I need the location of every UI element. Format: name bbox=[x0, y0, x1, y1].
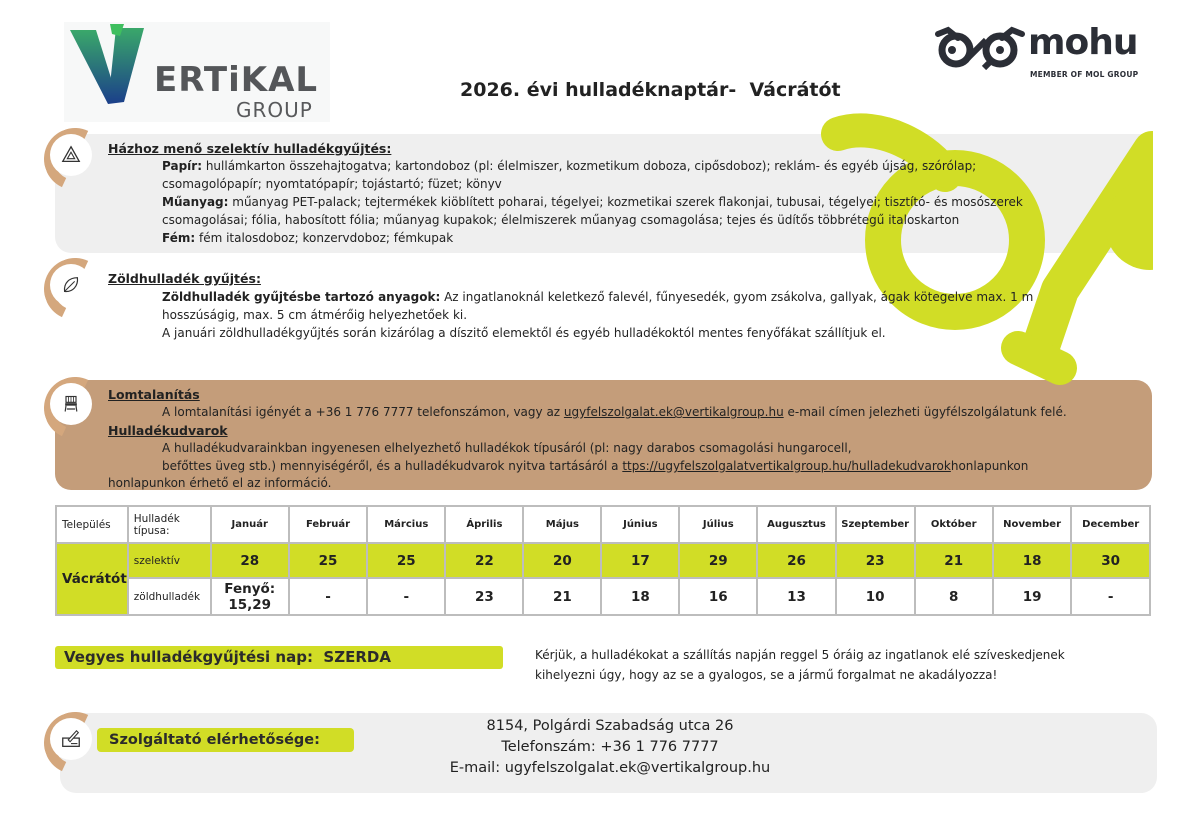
date-cell: 18 bbox=[601, 578, 679, 615]
paper-text: hullámkarton összehajtogatva; kartondoboz (pl: élelmiszer, kozmetikum doboza, cipősdoboz); reklám- és egyéb újság, szórólap; bbox=[202, 159, 977, 173]
contact-label: Szolgáltató elérhetősége: bbox=[97, 728, 354, 752]
month-header: Augusztus bbox=[757, 506, 836, 543]
date-cell: 28 bbox=[211, 543, 289, 578]
date-cell: 18 bbox=[993, 543, 1072, 578]
date-cell: 26 bbox=[757, 543, 836, 578]
month-header: Április bbox=[445, 506, 523, 543]
col-type-header: Hulladék típusa: bbox=[128, 506, 211, 543]
bulky-text-pre: A lomtalanítási igényét a +36 1 776 7777 telefonszámon, vagy az bbox=[162, 405, 564, 419]
date-cell: 23 bbox=[445, 578, 523, 615]
mixed-waste-day-banner: Vegyes hulladékgyűjtési nap: SZERDA bbox=[55, 646, 503, 669]
date-cell: 20 bbox=[523, 543, 601, 578]
table-row-selective bbox=[56, 543, 1150, 578]
month-header: Október bbox=[915, 506, 993, 543]
selective-plastic bbox=[162, 194, 1023, 212]
date-cell: - bbox=[1071, 578, 1150, 615]
yards-text-1: A hulladékudvarainkban ingyenesen elhelyezhető hulladékok típusáról (pl: nagy darabos csomagolási hungarocell, bbox=[162, 441, 852, 455]
mohu-logo-sub: MEMBER OF MOL GROUP bbox=[1030, 70, 1139, 79]
date-cell: 22 bbox=[445, 543, 523, 578]
date-cell: 17 bbox=[601, 543, 679, 578]
green-january-note: A januári zöldhulladékgyűjtés során kizárólag a díszitő elemektől és egyéb hulladékoktól mentes fenyőfákat szállítjuk el. bbox=[162, 326, 886, 340]
contact-bubble bbox=[50, 718, 92, 760]
green-materials-text: Az ingatlanoknál keletkező falevél, fűnyesedék, gyom zsákolva, gallyak, ágak kötegelve max. 1 m bbox=[440, 290, 1034, 304]
yards-link[interactable]: ttps://ugyfelszolgalatvertikalgroup.hu/hulladekudvarok bbox=[622, 459, 951, 473]
leaf-icon bbox=[60, 274, 82, 296]
recycle-icon bbox=[60, 144, 82, 166]
signature-icon bbox=[60, 728, 82, 750]
month-header: Július bbox=[679, 506, 757, 543]
green-materials bbox=[162, 289, 1033, 307]
chair-icon bbox=[61, 394, 81, 414]
table-row-green bbox=[56, 578, 1150, 615]
bulky-text bbox=[162, 404, 1067, 422]
mohu-logo-word: mohu bbox=[1028, 22, 1138, 63]
contact-phone: Telefonszám: +36 1 776 7777 bbox=[501, 739, 719, 755]
month-header: Szeptember bbox=[836, 506, 915, 543]
contact-email[interactable]: E-mail: ugyfelszolgalat.ek@vertikalgroup.hu bbox=[449, 760, 771, 776]
date-cell: 25 bbox=[367, 543, 445, 578]
yards-text-2-post: honlapunkon bbox=[950, 459, 1029, 473]
bulky-heading: Lomtalanítás bbox=[108, 387, 200, 402]
date-cell: 29 bbox=[679, 543, 757, 578]
date-cell: 30 bbox=[1071, 543, 1150, 578]
metal-label: Fém: bbox=[162, 231, 196, 245]
green-bubble bbox=[50, 264, 92, 306]
bulky-bubble bbox=[50, 383, 92, 425]
collection-calendar-table bbox=[55, 505, 1151, 616]
mohu-owl-icon bbox=[934, 26, 1026, 70]
selective-bubble bbox=[50, 134, 92, 176]
table-header-row bbox=[56, 506, 1150, 543]
contact-details bbox=[400, 716, 820, 779]
vertikal-logo-sub: GROUP bbox=[236, 98, 313, 122]
mohu-logo bbox=[934, 22, 1144, 86]
vertikal-logo bbox=[64, 22, 330, 122]
date-cell: 21 bbox=[915, 543, 993, 578]
type-cell-selective: szelektív bbox=[128, 543, 211, 578]
date-cell: 23 bbox=[836, 543, 915, 578]
selective-plastic-cont: csomagolásai; fólia, habosított fólia; műanyag kupakok; élelmiszerek műanyag csomagolása; tejes és üdítős többrétegű italoskarton bbox=[162, 213, 960, 227]
date-cell: 13 bbox=[757, 578, 836, 615]
green-heading: Zöldhulladék gyűjtés: bbox=[108, 271, 261, 286]
date-cell: - bbox=[289, 578, 367, 615]
selective-paper-cont: csomagolópapír; nyomtatópapír; tojástartó; füzet; könyv bbox=[162, 177, 502, 191]
notice-line-1: Kérjük, a hulladékokat a szállítás napján reggel 5 óráig az ingatlanok elé szíveskedjenek bbox=[535, 648, 1065, 662]
date-cell: 19 bbox=[993, 578, 1072, 615]
contact-address: 8154, Polgárdi Szabadság utca 26 bbox=[486, 718, 734, 734]
vertikal-logo-word: ERTiKAL bbox=[154, 60, 319, 100]
date-cell: - bbox=[367, 578, 445, 615]
month-header: Március bbox=[367, 506, 445, 543]
selective-paper bbox=[162, 158, 976, 176]
green-materials-label: Zöldhulladék gyűjtésbe tartozó anyagok: bbox=[162, 290, 441, 304]
month-header: November bbox=[993, 506, 1072, 543]
yards-text-3: honlapunkon érhető el az információ. bbox=[108, 476, 332, 490]
placement-notice bbox=[535, 645, 1065, 685]
town-cell: Vácrátót bbox=[56, 543, 128, 615]
date-cell: 16 bbox=[679, 578, 757, 615]
month-header: Január bbox=[211, 506, 289, 543]
notice-line-2: kihelyezni úgy, hogy az se a gyalogos, se a jármű forgalmat ne akadályozza! bbox=[535, 668, 998, 682]
yards-text-2-pre: befőttes üveg stb.) mennyiségéről, és a hulladékudvarok nyitva tartásáról a bbox=[162, 459, 623, 473]
date-cell: 21 bbox=[523, 578, 601, 615]
date-cell: 10 bbox=[836, 578, 915, 615]
selective-metal bbox=[162, 230, 453, 248]
month-header: Május bbox=[523, 506, 601, 543]
month-header: December bbox=[1071, 506, 1150, 543]
yards-heading: Hulladékudvarok bbox=[108, 423, 228, 438]
page-title: 2026. évi hulladéknaptár- Vácrátót bbox=[460, 79, 841, 101]
metal-text: fém italosdoboz; konzervdoboz; fémkupak bbox=[195, 231, 454, 245]
plastic-label: Műanyag: bbox=[162, 195, 229, 209]
bulky-email-link[interactable]: ugyfelszolgalat.ek@vertikalgroup.hu bbox=[563, 405, 784, 419]
date-cell: Fenyő: 15,29 bbox=[211, 578, 289, 615]
yards-text-2 bbox=[162, 458, 1028, 476]
month-header: Február bbox=[289, 506, 367, 543]
date-cell: 8 bbox=[915, 578, 993, 615]
month-header: Június bbox=[601, 506, 679, 543]
paper-label: Papír: bbox=[162, 159, 202, 173]
type-cell-green: zöldhulladék bbox=[128, 578, 211, 615]
plastic-text: műanyag PET-palack; tejtermékek kiöblített poharai, tégelyei; kozmetikai szerek flakonjai, tubusai, tégelyei; tisztító- és mosószerek bbox=[228, 195, 1023, 209]
col-town-header: Település bbox=[56, 506, 128, 543]
green-materials-cont: hosszúságig, max. 5 cm átmérőig helyezhetőek ki. bbox=[162, 308, 468, 322]
selective-heading: Házhoz menő szelektív hulladékgyűjtés: bbox=[108, 141, 392, 156]
date-cell: 25 bbox=[289, 543, 367, 578]
bulky-text-post: e-mail címen jelezheti ügyfélszolgálatunk felé. bbox=[783, 405, 1067, 419]
